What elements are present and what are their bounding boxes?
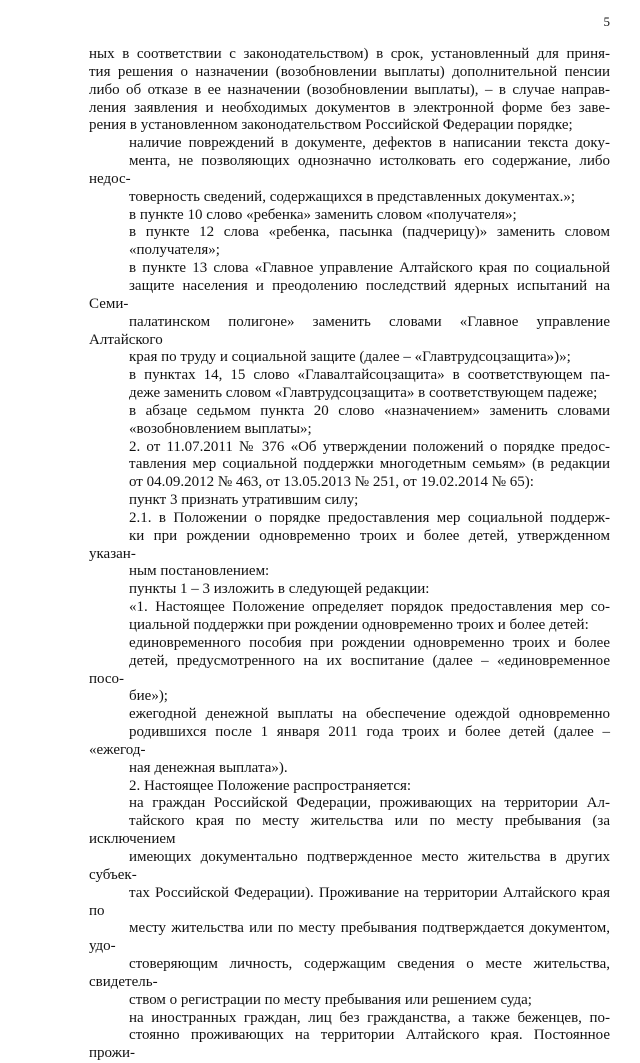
text-line: 2. от 11.07.2011 № 376 «Об утверждении положений о порядке предос-	[129, 438, 610, 455]
paragraph	[89, 1010, 610, 1063]
text-line: ления заявления и необходимых документов в электронной форме без заве-	[89, 99, 610, 116]
text-line: тайского края по месту жительства или по месту пребывания (за исключением	[89, 813, 610, 848]
text-line: рения в установленном законодательством Российской Федерации порядке;	[89, 117, 573, 134]
text-line: пункт 3 признать утратившим силу;	[129, 492, 359, 509]
text-line: тах Российской Федерации). Проживание на территории Алтайского края по	[89, 884, 610, 919]
text-line: в абзаце седьмом пункта 20 слово «назначением» заменить словами	[129, 402, 610, 419]
text-line: либо об отказе в ее назначении (возобновлении выплаты), – в случае направ-	[89, 81, 610, 98]
paragraph	[89, 439, 610, 493]
text-line: 2. Настоящее Положение распространяется:	[129, 777, 412, 794]
text-line: тавления мер социальной поддержки многодетным семьям» (в редакции	[129, 456, 610, 473]
text-line: имеющих документально подтвержденное место жительства в других субъек-	[89, 848, 610, 883]
text-line: ством о регистрации по месту пребывания или решением суда;	[129, 991, 532, 1008]
text-line: единовременного пособия при рождении одновременно троих и более	[129, 634, 610, 651]
text-line: на граждан Российской Федерации, проживающих на территории Ал-	[129, 795, 610, 812]
paragraph	[89, 224, 610, 260]
text-line: месту жительства или по месту пребывания подтверждается документом, удо-	[89, 920, 610, 955]
paragraph	[89, 492, 610, 510]
text-line: «получателя»;	[129, 242, 220, 259]
text-line: ным постановлением:	[129, 563, 270, 580]
paragraph	[89, 403, 610, 439]
paragraph	[89, 635, 610, 706]
text-line: циальной поддержки при рождении одновременно троих и более детей:	[129, 617, 589, 633]
text-line: в пункте 12 слова «ребенка, пасынка (падчерицу)» заменить словом	[129, 224, 610, 241]
paragraph	[89, 135, 610, 206]
text-line: родившихся после 1 января 2011 года троих и более детей (далее – «ежегод-	[89, 724, 610, 758]
text-line: в пунктах 14, 15 слово «Главалтайсоцзащита» в соответствующем па-	[129, 367, 610, 384]
text-line: пункты 1 – 3 изложить в следующей редакции:	[129, 581, 430, 598]
document-body	[89, 46, 610, 1063]
text-line: деже заменить словом «Главтрудсоцзащита» в соответствующем падеже;	[129, 385, 598, 402]
text-line: ежегодной денежной выплаты на обеспечение одеждой одновременно	[129, 706, 610, 723]
text-line: 2.1. в Положении о порядке предоставления мер социальной поддерж-	[129, 509, 610, 526]
paragraph	[89, 260, 610, 367]
paragraph	[89, 581, 610, 599]
text-line: стоверяющим личность, содержащим сведения о месте жительства, свидетель-	[89, 956, 610, 990]
text-line: детей, предусмотренного на их воспитание (далее – «единовременное посо-	[89, 652, 610, 687]
text-line: на иностранных граждан, лиц без гражданства, а также беженцев, по-	[129, 1009, 610, 1026]
text-line: мента, не позволяющих однозначно истолковать его содержание, либо недос-	[89, 153, 610, 187]
text-line: в пункте 10 слово «ребенка» заменить словом «получателя»;	[129, 206, 517, 223]
text-line: стоянно проживающих на территории Алтайского края. Постоянное прожи-	[89, 1027, 610, 1062]
paragraph	[89, 706, 610, 777]
text-line: «1. Настоящее Положение определяет порядок предоставления мер со-	[129, 599, 610, 616]
paragraph	[89, 795, 610, 1009]
text-line: «возобновлением выплаты»;	[129, 420, 312, 437]
text-line: товерность сведений, содержащихся в представленных документах.»;	[129, 188, 576, 205]
text-line: тия решения о назначении (возобновлении выплаты) дополнительной пенсии	[89, 63, 610, 80]
text-line: наличие повреждений в документе, дефектов в написании текста доку-	[129, 135, 610, 152]
text-line: края по труду и социальной защите (далее – «Главтрудсоцзащита»)»;	[129, 349, 571, 366]
text-line: бие»);	[129, 688, 168, 705]
text-line: защите населения и преодолению последствий ядерных испытаний на Семи-	[89, 277, 610, 312]
text-line: палатинском полигоне» заменить словами «Главное управление Алтайского	[89, 313, 610, 348]
text-line: ных в соответствии с законодательством) в срок, установленный для приня-	[89, 46, 610, 62]
text-line: в пункте 13 слова «Главное управление Алтайского края по социальной	[129, 260, 610, 277]
paragraph	[89, 510, 610, 581]
page-number: 5	[603, 14, 610, 29]
paragraph	[89, 778, 610, 796]
text-line: ная денежная выплата»).	[129, 759, 288, 776]
text-line: ки при рождении одновременно троих и более детей, утвержденном указан-	[89, 527, 610, 562]
paragraph	[89, 46, 610, 135]
paragraph	[89, 599, 610, 635]
paragraph	[89, 367, 610, 403]
paragraph	[89, 207, 610, 225]
text-line: от 04.09.2012 № 463, от 13.05.2013 № 251, от 19.02.2014 № 65):	[129, 474, 534, 491]
